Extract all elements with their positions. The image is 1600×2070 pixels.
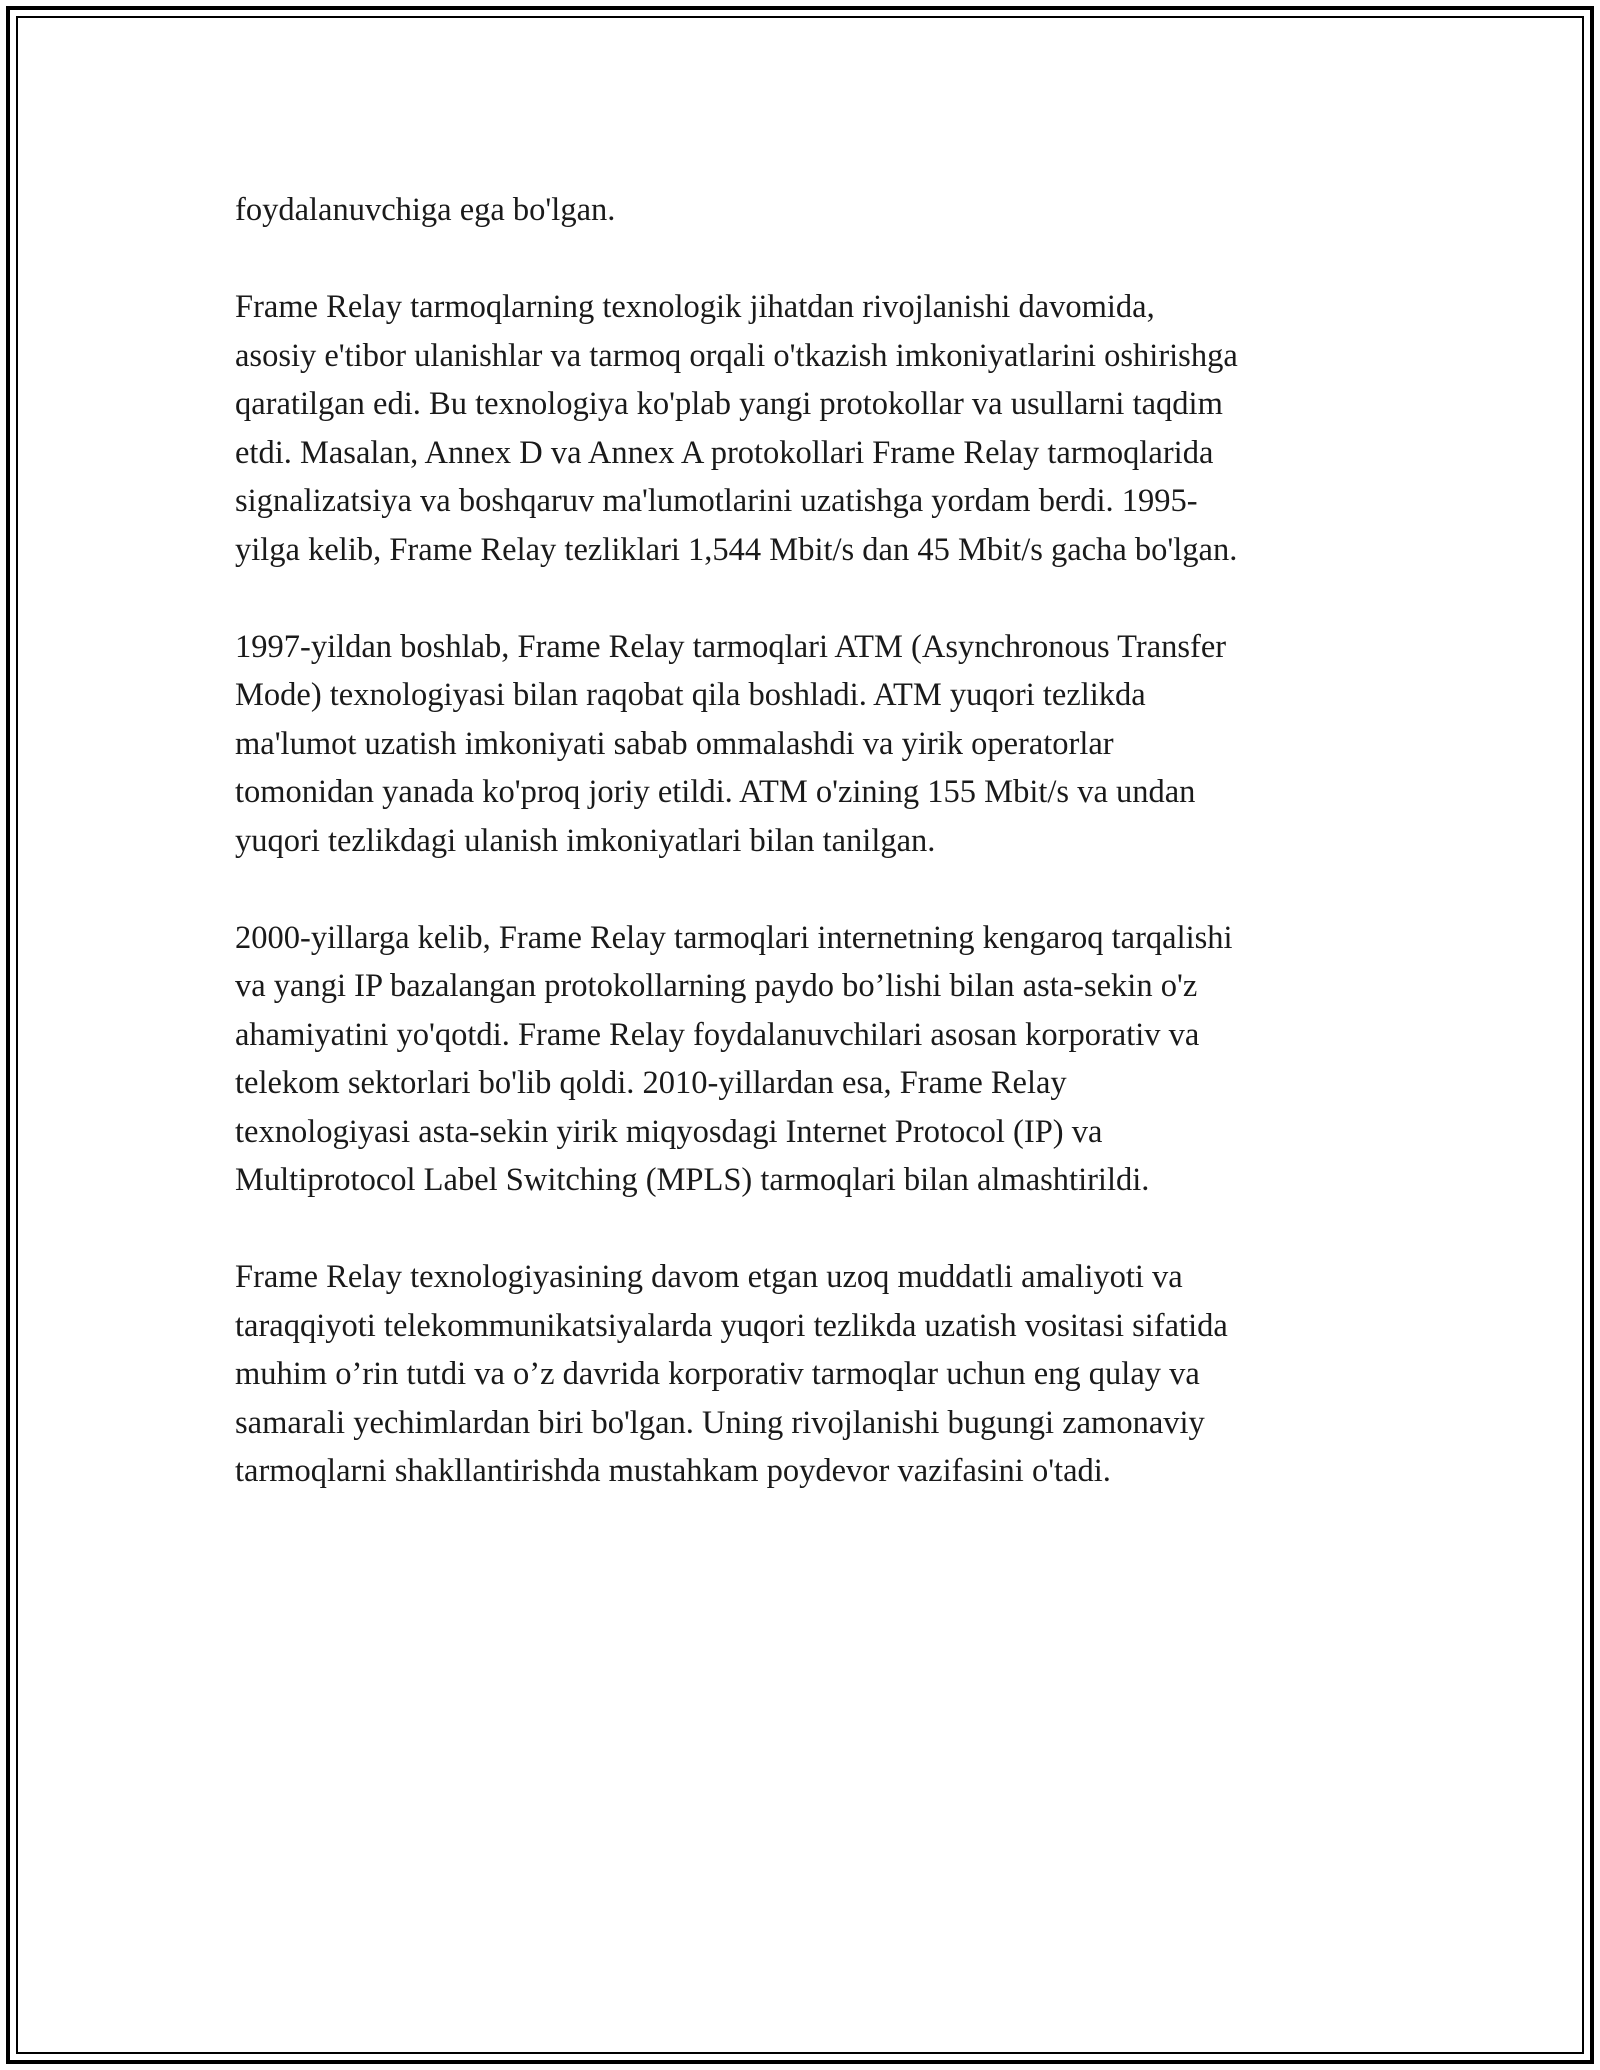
- paragraph-atm-competition: 1997-yildan boshlab, Frame Relay tarmoqlari ATM (Asynchronous Transfer Mode) texnologiyasi bilan raqobat qila boshladi. ATM yuqori tezlikda ma'lumot uzatish imkoniyati sabab ommalashdi va yirik operatorlar tomonidan yanada ko'proq joriy etildi. ATM o'zining 155 Mbit/s va undan yuqori tezlikdagi ulanish imkoniyatlari bilan tanilgan.: [235, 628, 1227, 859]
- paragraph-continuation: foydalanuvchiga ega bo'lgan.: [235, 192, 616, 228]
- document-body: [235, 186, 1385, 1496]
- paragraph-decline: 2000-yillarga kelib, Frame Relay tarmoqlari internetning kengaroq tarqalishi va yangi IP bazalangan protokollarning paydo bo’lishi bilan asta-sekin o'z ahamiyatini yo'qotdi. Frame Relay foydalanuvchilari asosan korporativ va telekom sektorlari bo'lib qoldi. 2010-yillardan esa, Frame Relay texnologiyasi asta-sekin yirik miqyosdagi Internet Protocol (IP) va Multiprotocol Label Switching (MPLS) tarmoqlari bilan almashtirildi.: [235, 919, 1233, 1198]
- paragraph-conclusion: Frame Relay texnologiyasining davom etgan uzoq muddatli amaliyoti va taraqqiyoti telekommunikatsiyalarda yuqori tezlikda uzatish vositasi sifatida muhim o’rin tutdi va o’z davrida korporativ tarmoqlar uchun eng qulay va samarali yechimlardan biri bo'lgan. Uning rivojlanishi bugungi zamonaviy tarmoqlarni shakllantirishda mustahkam poydevor vazifasini o'tadi.: [235, 1259, 1228, 1489]
- paragraph-frame-relay-development: Frame Relay tarmoqlarning texnologik jihatdan rivojlanishi davomida, asosiy e'tibor ulanishlar va tarmoq orqali o'tkazish imkoniyatlarini oshirishga qaratilgan edi. Bu texnologiya ko'plab yangi protokollar va usullarni taqdim etdi. Masalan, Annex D va Annex A protokollari Frame Relay tarmoqlarida signalizatsiya va boshqaruv ma'lumotlarini uzatishga yordam berdi. 1995- yilga kelib, Frame Relay tezliklari 1,544 Mbit/s dan 45 Mbit/s gacha bo'lgan.: [235, 289, 1238, 568]
